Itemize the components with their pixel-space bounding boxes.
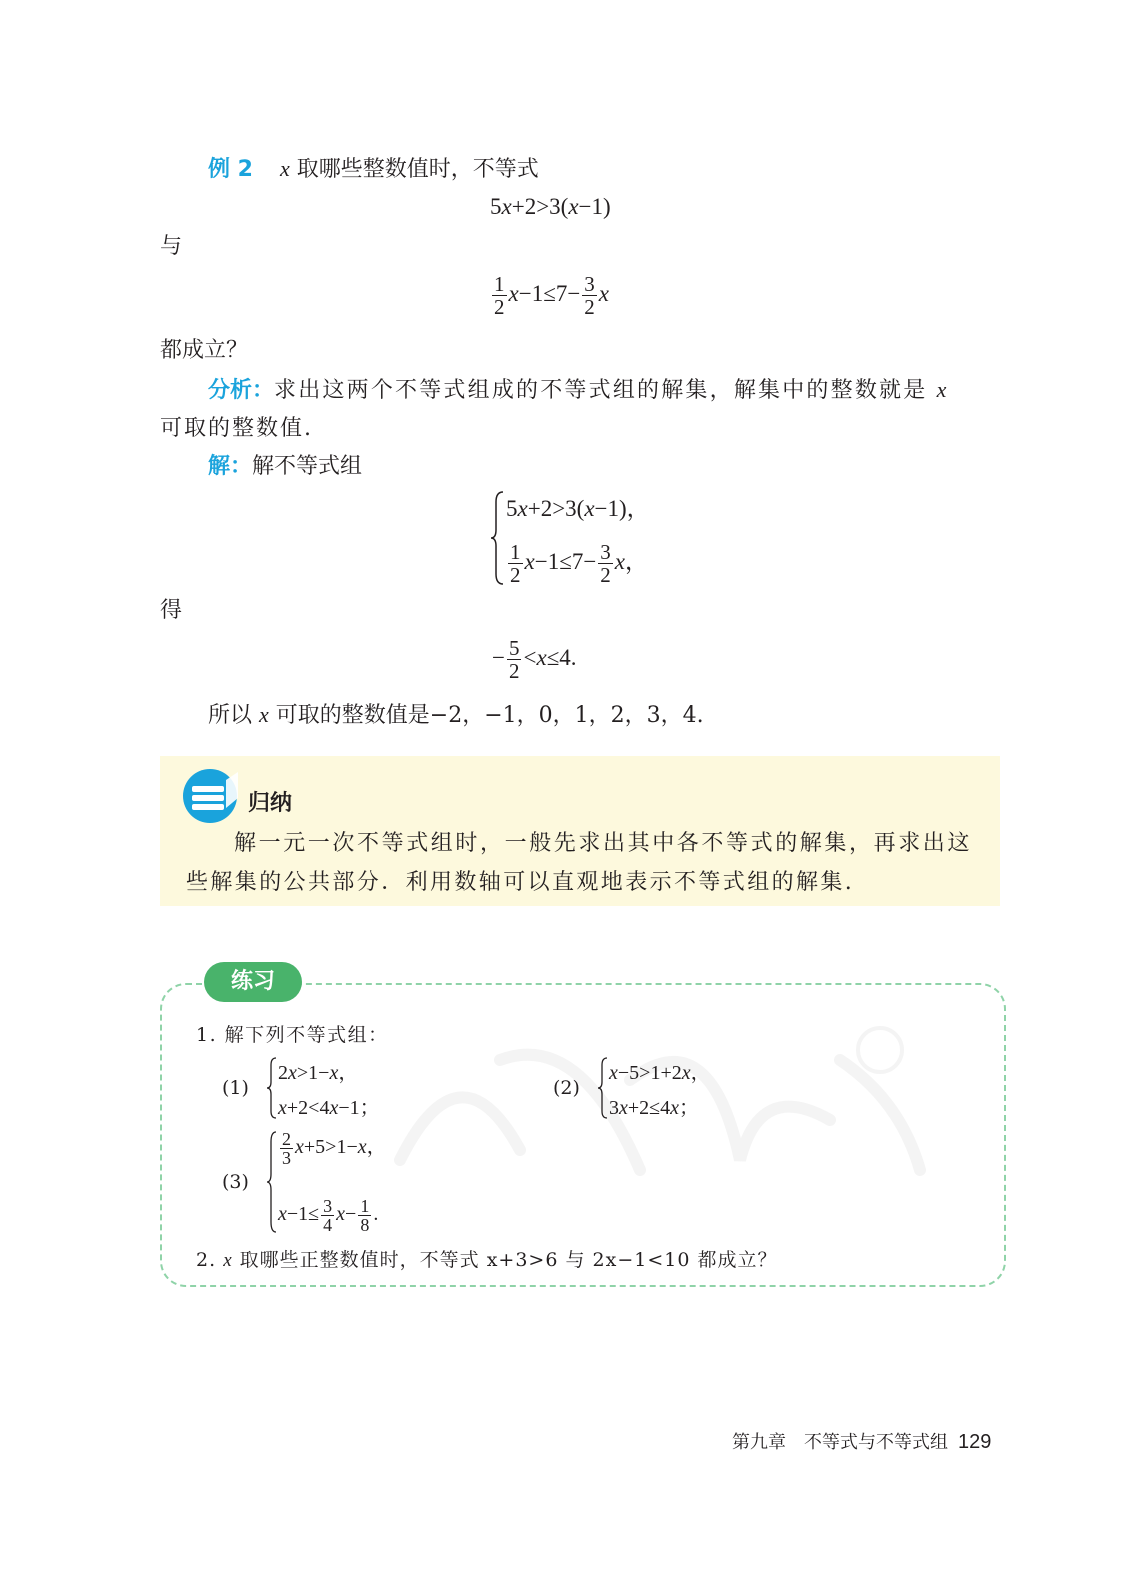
solution-line xyxy=(208,452,362,482)
practice-title: 练习 xyxy=(204,962,302,1002)
q2-number: 2. xyxy=(196,1249,217,1271)
q1-system-2: x−5>1+2x， 3x+2≤4x； xyxy=(597,1056,711,1120)
q2-text: 取哪些正整数值时，不等式 x+3>6 与 2x−1<10 都成立？ xyxy=(239,1249,778,1271)
analysis-line-2: 可取的整数值. xyxy=(160,416,313,441)
system-row-2: $\frac{1}{2}$ x−1≤7− $\frac{3}{2}$ x， xyxy=(510,540,649,587)
connector-text: 与 xyxy=(160,234,183,259)
analysis-label: 分析： xyxy=(208,378,275,403)
summary-line-2: 些解集的公共部分．利用数轴可以直观地表示不等式组的解集. xyxy=(186,870,855,895)
q1-system-3: $\frac{2}{3}$ x+5>1−x， x−1≤ $\frac{3}{4}$ x− $\frac{1}{8}$ . xyxy=(266,1130,387,1234)
q1-label-1: (1) xyxy=(222,1077,249,1099)
page-footer xyxy=(732,1428,991,1454)
analysis-text-1: 求出这两个不等式组成的不等式组的解集，解集中的整数就是 xyxy=(274,378,928,403)
page-number: 129 xyxy=(958,1431,992,1453)
result-var: x xyxy=(259,702,269,727)
chapter-title: 第九章 不等式与不等式组 xyxy=(732,1432,948,1453)
result-line xyxy=(208,700,704,731)
solution-text: 解不等式组 xyxy=(252,454,363,479)
practice-q2: 2. x 取哪些正整数值时，不等式 x+3>6 与 2x−1<10 都成立？ xyxy=(196,1249,778,1271)
example-question: 取哪些整数值时，不等式 xyxy=(296,157,539,182)
result-text: 可取的整数值是−2，−1，0，1，2，3，4. xyxy=(275,703,704,728)
analysis-line-1 xyxy=(208,375,949,406)
question-tail: 都成立？ xyxy=(160,338,249,363)
example-heading xyxy=(208,154,539,185)
inequality-system xyxy=(490,490,650,586)
practice-q1: 1. 解下列不等式组： xyxy=(196,1024,389,1046)
summary-line-1: 解一元一次不等式组时，一般先求出其中各不等式的解集，再求出这 xyxy=(234,831,973,856)
brace-1 xyxy=(266,1056,278,1120)
result-prefix: 所以 xyxy=(208,703,253,728)
q1-label-3: (3) xyxy=(222,1171,249,1193)
get-text: 得 xyxy=(160,598,183,623)
analysis-var: x xyxy=(936,377,949,402)
solution-range: − $\frac{5}{2}$ <x≤4. xyxy=(492,636,577,683)
summary-title: 归纳 xyxy=(248,791,293,816)
brace-2 xyxy=(597,1056,609,1120)
brace-3 xyxy=(266,1130,278,1234)
inequality-1: 5x+2>3(x−1) xyxy=(490,194,611,219)
left-brace xyxy=(490,490,506,586)
inequality-2: $\frac{1}{2}$ x−1≤7− $\frac{3}{2}$ x xyxy=(494,272,610,319)
q1-label-2: (2) xyxy=(553,1077,580,1099)
example-label: 例 2 xyxy=(208,157,253,182)
solution-label: 解： xyxy=(208,454,253,479)
example-var: x xyxy=(279,156,290,181)
q1-system-1: 2x>1−x， x+2<4x−1； xyxy=(266,1056,380,1120)
books-icon xyxy=(182,768,242,824)
system-row-1: 5x+2>3(x−1)， xyxy=(506,496,650,521)
